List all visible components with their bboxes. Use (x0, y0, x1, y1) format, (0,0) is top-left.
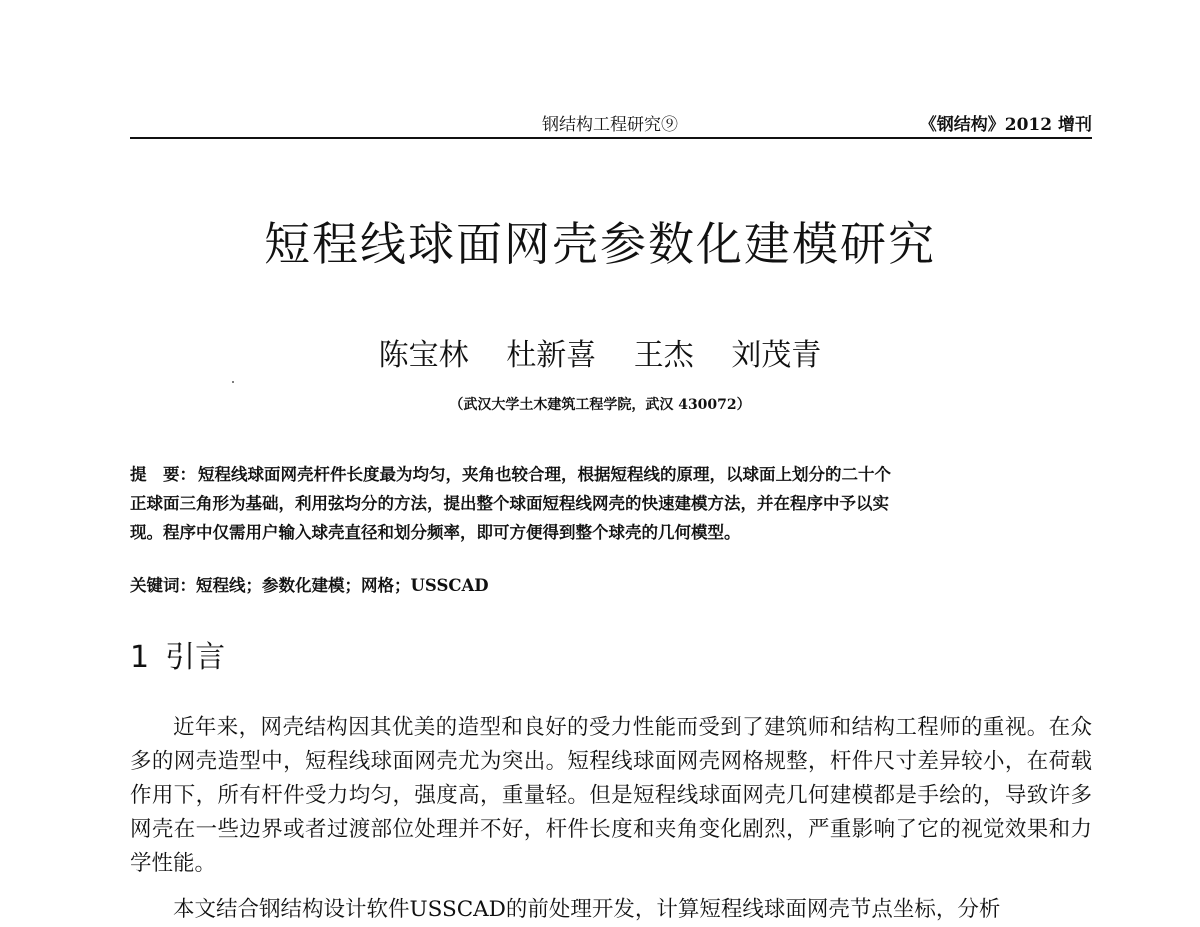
journal-issue: 《钢结构》2012 增刊 (919, 115, 1092, 135)
author-list (0, 330, 1200, 374)
keywords (130, 571, 1092, 600)
author-name: 刘茂青 (731, 338, 822, 373)
scan-speck (232, 381, 234, 383)
abstract-text: 短程线球面网壳杆件长度最为均匀，夹角也较合理，根据短程线的原理，以球面上划分的二十个 (198, 465, 891, 484)
section-number: 1 (130, 640, 150, 675)
abstract-label: 提 要： (130, 465, 196, 484)
keywords-text: 短程线；参数化建模；网格；USSCAD (196, 576, 489, 595)
section-heading (130, 632, 225, 676)
abstract-line (130, 460, 1092, 489)
body-paragraph: 本文结合钢结构设计软件USSCAD的前处理开发，计算短程线球面网壳节点坐标，分析 (173, 897, 1001, 922)
keywords-label: 关键词： (130, 576, 196, 595)
paper-title: 短程线球面网壳参数化建模研究 (264, 217, 936, 271)
header-rule (130, 137, 1092, 139)
abstract-line: 正球面三角形为基础，利用弦均分的方法，提出整个球面短程线网壳的快速建模方法，并在程序中予以实 (130, 494, 889, 513)
journal-series: 钢结构工程研究⑨ (542, 115, 678, 135)
running-header (130, 108, 1092, 138)
body-paragraph: 近年来，网壳结构因其优美的造型和良好的受力性能而受到了建筑师和结构工程师的重视。在众多的网壳造型中，短程线球面网壳尤为突出。短程线球面网壳网格规整，杆件尺寸差异较小，在荷载作用下，所有杆件受力均匀，强度高，重量轻。但是短程线球面网壳几何建模都是手绘的，导致许多网壳在一些边界或者过渡部位处理并不好，杆件长度和夹角变化剧烈，严重影响了它的视觉效果和力学性能。 (130, 715, 1092, 876)
author-name: 陈宝林 (378, 338, 469, 373)
abstract (130, 460, 1092, 547)
abstract-line: 现。程序中仅需用户输入球壳直径和划分频率，即可方便得到整个球壳的几何模型。 (130, 523, 741, 542)
section-title: 引言 (165, 640, 226, 675)
author-name: 王杰 (633, 338, 694, 373)
affiliation: （武汉大学土木建筑工程学院，武汉 430072） (449, 397, 751, 413)
author-name: 杜新喜 (506, 338, 597, 373)
